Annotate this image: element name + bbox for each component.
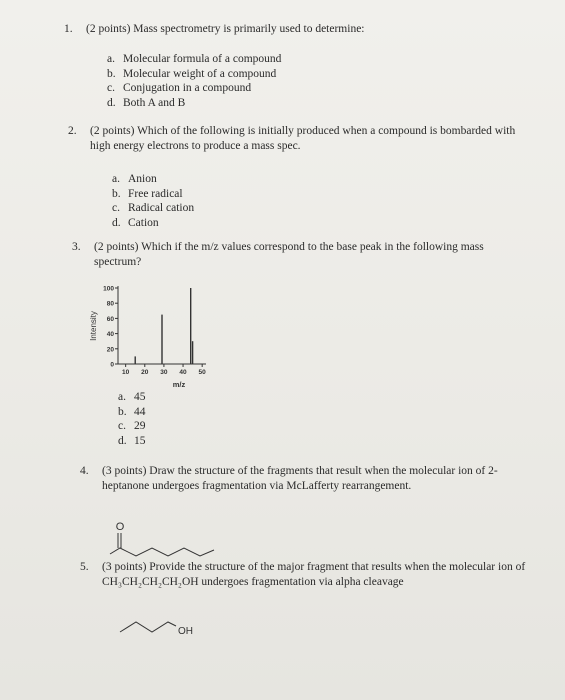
- option-d[interactable]: d. 15: [118, 434, 146, 447]
- x-tick-label: 40: [179, 369, 187, 376]
- mass-spectrum-chart: [80, 280, 210, 392]
- option-d[interactable]: d. Cation: [112, 216, 159, 229]
- y-tick-label: 100: [103, 285, 114, 293]
- oxygen-label: O: [115, 521, 125, 533]
- question-number: 1.: [64, 23, 73, 35]
- question-number: 2.: [68, 125, 77, 137]
- butanol-structure: [118, 612, 208, 642]
- option-c[interactable]: c. 29: [118, 420, 146, 432]
- question-2-options: [112, 172, 194, 230]
- x-axis-label: m/z: [172, 380, 186, 389]
- question-text-line-2: CH₃CH₂CH₂CH₂OH undergoes fragmentation via alpha cleavage: [102, 576, 404, 588]
- y-tick-label: 20: [106, 346, 114, 354]
- question-text: (2 points) Mass spectrometry is primarily used to determine:: [86, 23, 365, 35]
- option-a[interactable]: a. Molecular formula of a compound: [107, 53, 282, 65]
- y-tick-label: 80: [106, 300, 114, 308]
- x-tick-label: 30: [160, 369, 168, 376]
- question-number: 3.: [72, 241, 81, 253]
- y-tick-label: 60: [106, 315, 114, 323]
- y-axis-label: Intensity: [89, 311, 98, 341]
- y-tick-label: 40: [106, 331, 114, 339]
- question-number: 4.: [80, 465, 89, 477]
- question-3-options: [118, 390, 146, 448]
- question-text-line-1: (3 points) Draw the structure of the fragments that result when the molecular ion of 2-: [102, 465, 498, 477]
- option-b[interactable]: b. Free radical: [112, 187, 183, 200]
- option-b[interactable]: b. Molecular weight of a compound: [107, 67, 277, 80]
- option-a[interactable]: a. Anion: [112, 173, 157, 185]
- option-c[interactable]: c. Conjugation in a compound: [107, 82, 252, 94]
- question-text-line-2: heptanone undergoes fragmentation via McLafferty rearrangement.: [102, 480, 412, 492]
- question-number: 5.: [80, 561, 89, 573]
- heptanone-structure: [108, 518, 218, 558]
- option-a[interactable]: a. 45: [118, 391, 146, 403]
- carbon-chain: [110, 548, 214, 556]
- carbon-chain: [120, 622, 176, 632]
- option-c[interactable]: c. Radical cation: [112, 202, 195, 214]
- question-text-line-1: (3 points) Provide the structure of the major fragment that results when the molecular ion of: [102, 561, 526, 573]
- question-text-line-1: (2 points) Which of the following is initially produced when a compound is bombarded with: [90, 125, 516, 137]
- question-text-line-2: spectrum?: [94, 256, 142, 268]
- y-tick-label: 0: [110, 361, 114, 369]
- question-text-line-2: high energy electrons to produce a mass spec.: [90, 140, 301, 152]
- question-1-options: [107, 52, 281, 110]
- option-d[interactable]: d. Both A and B: [107, 96, 186, 109]
- x-tick-label: 50: [198, 369, 206, 376]
- question-text-line-1: (2 points) Which if the m/z values correspond to the base peak in the following mass: [94, 241, 484, 253]
- x-tick-label: 20: [141, 369, 149, 376]
- x-tick-label: 10: [122, 369, 130, 376]
- option-b[interactable]: b. 44: [118, 405, 146, 418]
- hydroxyl-label: OH: [178, 626, 193, 637]
